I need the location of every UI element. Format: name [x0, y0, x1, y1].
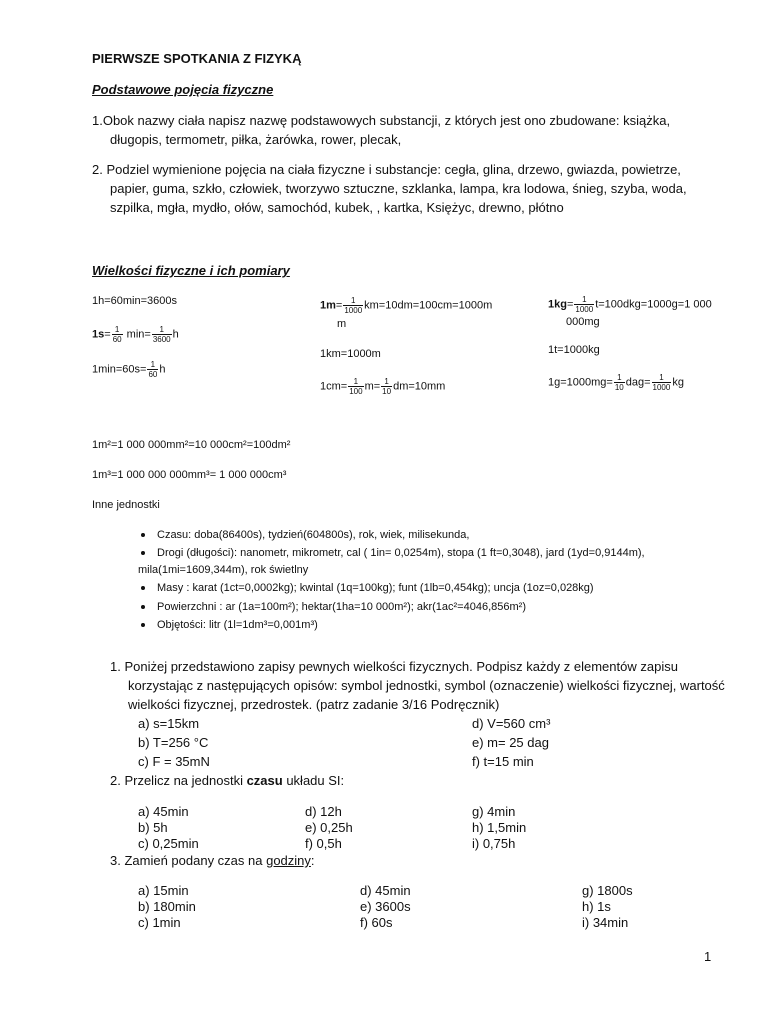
text-segment: dm=10mm — [393, 380, 446, 393]
exercise3-heading — [110, 852, 315, 870]
mass-conversion-kg — [548, 295, 712, 314]
exercise3-item-h: h) 1s — [582, 899, 611, 914]
equals-sign: = — [104, 328, 111, 341]
bullet-icon — [141, 605, 145, 609]
exercise1-item-b: b) T=256 °C — [138, 735, 209, 750]
text-segment: h — [172, 328, 179, 341]
fraction-1-60 — [112, 325, 123, 344]
denominator: 1000 — [652, 383, 671, 392]
exercise2-item-c: c) 0,25min — [138, 836, 199, 851]
exercise2-item-d: d) 12h — [305, 804, 342, 819]
mass-conversion-gram — [548, 373, 684, 392]
bullet-area-units: Powierzchni : ar (1a=100m²); hektar(1ha=10 000m²); akr(1ac²=4046,856m²) — [157, 601, 526, 613]
numerator: 1 — [381, 377, 392, 387]
exercise3-item-b: b) 180min — [138, 899, 196, 914]
meter-symbol: 1m — [320, 299, 336, 312]
task2-line1: 2. Podziel wymienione pojęcia na ciała fizyczne i substancje: cegła, glina, drzewo, gwiazda, powietrze, — [92, 162, 681, 177]
bullet-length-units: Drogi (długości): nanometr, mikrometr, cal ( 1in= 0,0254m), stopa (1 ft=0,3048), jard (1yd=0,9144m), — [157, 547, 645, 559]
fraction-1-10 — [381, 377, 392, 396]
bullet-length-units-cont: mila(1mi=1609,344m), rok świetlny — [138, 564, 309, 576]
text-segment: 3. Zamień podany czas na — [110, 853, 267, 868]
denominator: 1000 — [575, 305, 594, 314]
exercise3-item-g: g) 1800s — [582, 883, 633, 898]
exercise3-item-e: e) 3600s — [360, 899, 411, 914]
task2-line2: papier, guma, szkło, człowiek, tworzywo sztuczne, szklanka, lampa, kra lodowa, śnieg, szyba, woda, — [110, 181, 687, 196]
text-segment: : — [310, 853, 315, 868]
fraction-1-60 — [147, 360, 158, 379]
task1-line1: 1.Obok nazwy ciała napisz nazwę podstawowych substancji, z których jest ono zbudowane: książka, — [92, 113, 671, 128]
fraction-1-1000 — [343, 296, 363, 315]
exercise3-item-c: c) 1min — [138, 915, 181, 930]
denominator: 10 — [614, 383, 624, 392]
exercise2-item-a: a) 45min — [138, 804, 189, 819]
exercise1-line3: wielkości fizycznej, przedrostek. (patrz zadanie 3/16 Podręcznik) — [128, 697, 500, 712]
fraction-1-1000 — [652, 373, 672, 392]
text-segment: kg — [672, 376, 684, 389]
bullet-mass-units: Masy : karat (1ct=0,0002kg); kwintal (1q=100kg); funt (1lb=0,454kg); uncja (1oz=0,028kg) — [157, 582, 594, 594]
exercise1-line1: 1. Poniżej przedstawiono zapisy pewnych wielkości fizycznych. Podpisz każdy z elementów zapisu — [110, 659, 678, 674]
bullet-icon — [141, 533, 145, 537]
exercise3-item-f: f) 60s — [360, 915, 393, 930]
fraction-1-100 — [348, 377, 363, 396]
numerator: 1 — [112, 325, 123, 335]
text-segment: m= — [364, 380, 381, 393]
exercise1-item-d: d) V=560 cm³ — [472, 716, 551, 731]
length-conversion-meter-cont: m — [337, 318, 347, 330]
exercise1-item-e: e) m= 25 dag — [472, 735, 549, 750]
exercise1-item-f: f) t=15 min — [472, 754, 534, 769]
text-segment: 1g=1000mg= — [548, 376, 613, 389]
text-segment: 2. Przelicz na jednostki — [110, 773, 247, 788]
time-conversion-minute — [92, 360, 165, 379]
section-heading-basic-concepts: Podstawowe pojęcia fizyczne — [92, 82, 274, 97]
exercise2-item-h: h) 1,5min — [472, 820, 527, 835]
exercise1-item-c: c) F = 35mN — [138, 754, 210, 769]
task1-line2: długopis, termometr, piłka, żarówka, rower, plecak, — [110, 132, 402, 147]
mass-conversion-kg-cont: 000mg — [566, 316, 600, 328]
document-title: PIERWSZE SPOTKANIA Z FIZYKĄ — [92, 51, 302, 66]
other-units-label: Inne jednostki — [92, 499, 160, 511]
text-segment: 1min=60s= — [92, 363, 147, 376]
mass-conversion-ton: 1t=1000kg — [548, 344, 600, 356]
text-segment: h — [159, 363, 166, 376]
length-conversion-km: 1km=1000m — [320, 348, 381, 360]
denominator: 3600 — [152, 335, 171, 344]
numerator: 1 — [343, 296, 363, 306]
exercise3-item-i: i) 34min — [582, 915, 629, 930]
page-number: 1 — [704, 949, 712, 964]
second-symbol: 1s — [92, 328, 105, 341]
numerator: 1 — [152, 325, 172, 335]
numerator: 1 — [652, 373, 672, 383]
text-segment: km=10dm=100cm=1000m — [364, 299, 493, 312]
time-conversion-second — [92, 325, 179, 344]
numerator: 1 — [614, 373, 625, 383]
bullet-volume-units: Objętości: litr (1l=1dm³=0,001m³) — [157, 619, 318, 631]
equals-sign: = — [566, 298, 574, 311]
length-conversion-cm — [320, 377, 445, 396]
denominator: 60 — [112, 335, 122, 344]
exercise2-item-i: i) 0,75h — [472, 836, 516, 851]
numerator: 1 — [574, 295, 594, 305]
bullet-icon — [141, 623, 145, 627]
kilogram-symbol: 1kg — [548, 298, 567, 311]
exercise2-item-g: g) 4min — [472, 804, 516, 819]
exercise2-item-e: e) 0,25h — [305, 820, 353, 835]
emphasis-time: czasu — [246, 773, 283, 788]
time-conversion-hour: 1h=60min=3600s — [92, 295, 178, 307]
emphasis-hours: godziny — [266, 853, 311, 868]
task2-line3: szpilka, mgła, mydło, ołów, samochód, kubek, , kartka, Księżyc, drewno, płótno — [110, 200, 564, 215]
exercise3-item-a: a) 15min — [138, 883, 189, 898]
numerator: 1 — [348, 377, 363, 387]
denominator: 60 — [148, 370, 158, 379]
fraction-1-10 — [614, 373, 625, 392]
text-segment: t=100dkg=1000g=1 000 — [595, 298, 712, 311]
bullet-icon — [141, 551, 145, 555]
denominator: 100 — [349, 387, 363, 396]
fraction-1-1000 — [574, 295, 594, 314]
denominator: 10 — [382, 387, 392, 396]
numerator: 1 — [147, 360, 158, 370]
exercise3-item-d: d) 45min — [360, 883, 411, 898]
text-segment: dag= — [625, 376, 651, 389]
exercise2-item-f: f) 0,5h — [305, 836, 342, 851]
volume-conversion: 1m³=1 000 000 000mm³= 1 000 000cm³ — [92, 469, 287, 481]
text-segment: 1cm= — [320, 380, 348, 393]
exercise1-item-a: a) s=15km — [138, 716, 200, 731]
exercise2-item-b: b) 5h — [138, 820, 168, 835]
exercise2-heading — [110, 772, 344, 790]
bullet-icon — [141, 586, 145, 590]
length-conversion-meter — [320, 296, 492, 315]
fraction-1-3600 — [152, 325, 172, 344]
area-conversion: 1m²=1 000 000mm²=10 000cm²=100dm² — [92, 439, 291, 451]
bullet-time-units: Czasu: doba(86400s), tydzień(604800s), rok, wiek, milisekunda, — [157, 529, 470, 541]
exercise1-line2: korzystając z następujących opisów: symbol jednostki, symbol (oznaczenie) wielkości fizycznej, wartość — [128, 678, 725, 693]
section-heading-physical-quantities: Wielkości fizyczne i ich pomiary — [92, 263, 290, 278]
denominator: 1000 — [344, 306, 363, 315]
text-segment: układu SI: — [282, 773, 345, 788]
equals-sign: = — [335, 299, 343, 312]
text-segment: min= — [123, 328, 151, 341]
